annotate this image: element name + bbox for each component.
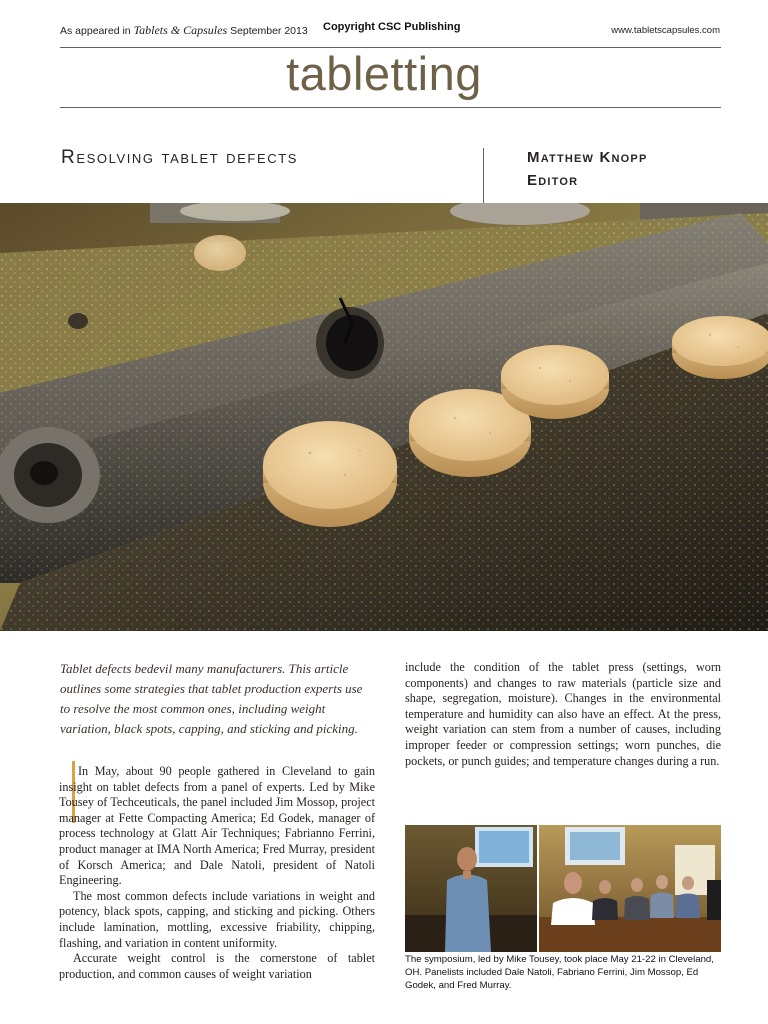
author-role: Editor <box>527 172 579 189</box>
issue-date: September 2013 <box>230 25 308 37</box>
header-rule-bottom <box>60 107 721 108</box>
copyright-notice: Copyright CSC Publishing <box>323 21 461 33</box>
hero-photo <box>0 203 768 631</box>
body-paragraph: In May, about 90 people gathered in Cleveland to gain insight on tablet defects from a panel of experts. Led by Mike Tousey of Techceuticals, the panel included Jim Mossop, project manager at Fette Compacting America; Ed Godek, manager of process technology at Glatt Air Techniques; Fabrianno Ferrini, product manager at IMA North America; Fred Murray, president of Korsch America; and Dale Natoli, president of Natoli Engineering. <box>59 764 375 888</box>
author-name: Matthew Knopp <box>527 149 648 166</box>
website-url: www.tabletscapsules.com <box>611 25 720 36</box>
section-title: tabletting <box>286 47 482 100</box>
body-paragraph: Accurate weight control is the cornerstone of tablet production, and common causes of weight variation <box>59 951 375 981</box>
body-column-1 <box>59 764 375 982</box>
header-prefix: As appeared in <box>60 25 131 37</box>
running-header-left <box>60 23 308 38</box>
tablet-press-photo-icon <box>0 203 768 631</box>
photo-caption: The symposium, led by Mike Tousey, took place May 21-22 in Cleveland, OH. Panelists included Dale Natoli, Fabriano Ferrini, Jim Mossop, Ed Godek, and Fred Murray. <box>405 954 714 991</box>
body-column-2: include the condition of the tablet press (settings, worn components) and changes to raw materials (particle size and shape, segregation, moisture). Changes in the environmental temperature and humidity can also have an effect. At the press, weight variation can stem from a number of causes, including improper feeder or compression settings; worn punches, die pockets, or punch guides; and temperature changes during a run. <box>405 660 721 768</box>
publication-name: Tablets & Capsules <box>133 23 228 37</box>
byline <box>527 146 648 192</box>
byline-divider <box>483 148 484 203</box>
article-title: Resolving tablet defects <box>61 147 299 168</box>
body-paragraph: The most common defects include variations in weight and potency, black spots, capping, and sticking and picking. Others include lamination, mottling, excessive friability, chipping, flashing, and variation in content uniformity. <box>59 888 375 950</box>
symposium-photo-icon <box>405 825 721 952</box>
symposium-photo <box>405 825 721 952</box>
article-lede: Tablet defects bedevil many manufacturers. This article outlines some strategies that tablet production experts use to resolve the most common ones, including weight variation, black spots, capping, and sticking and picking. <box>60 661 363 736</box>
